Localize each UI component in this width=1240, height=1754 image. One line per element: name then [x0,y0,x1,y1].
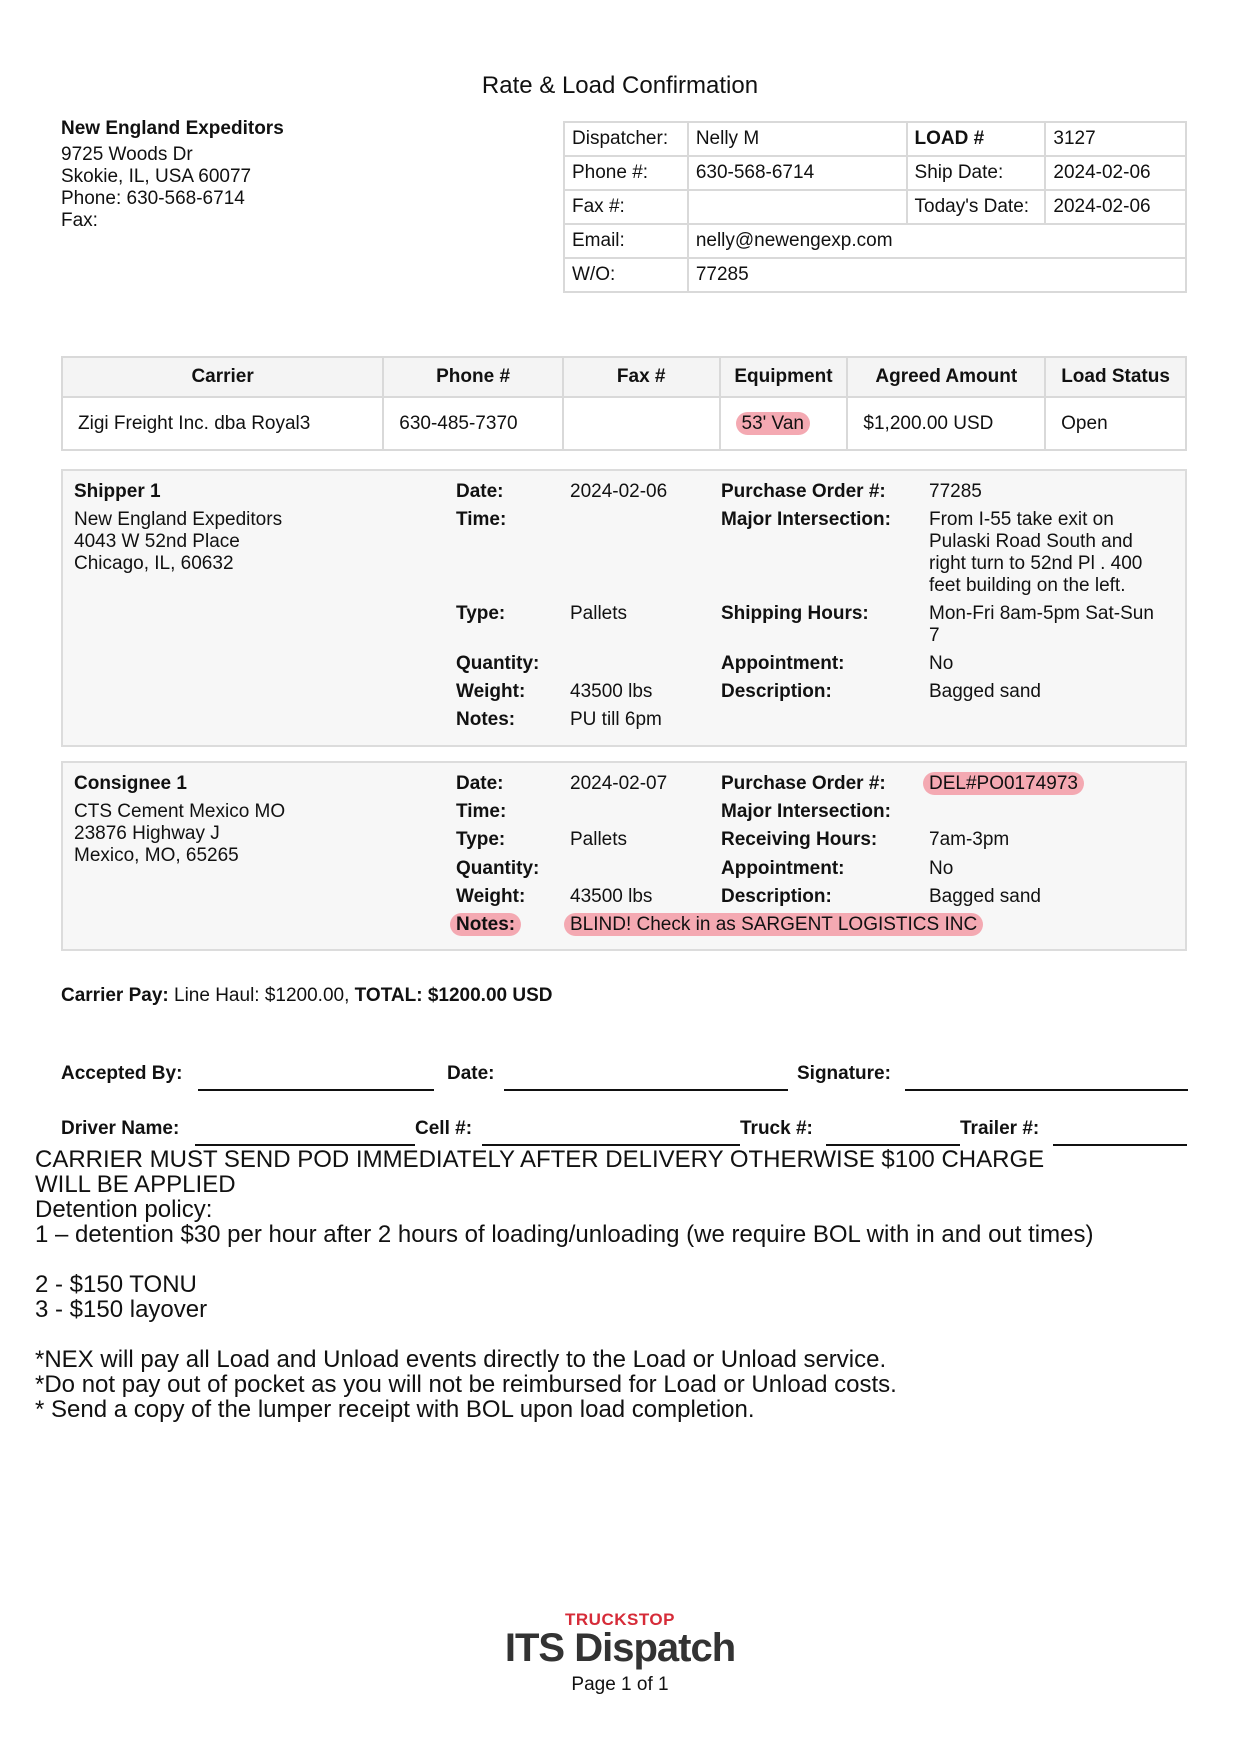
shipper-appointment: No [929,653,954,674]
policy-line: *NEX will pay all Load and Unload events directly to the Load or Unload service. [35,1346,887,1373]
carrier-pay-label: Carrier Pay: [61,985,169,1006]
carrier-pay-linehaul: Line Haul: $1200.00, [168,985,355,1006]
shipper-address-line2: Chicago, IL, 60632 [74,553,234,574]
header-load-status: Load Status [1045,357,1186,397]
fax-label: Fax #: [564,190,688,224]
intersection-line: right turn to 52nd Pl . 400 [929,553,1143,574]
shipper-po-label: Purchase Order #: [721,481,886,502]
carrier-name: Zigi Freight Inc. dba Royal3 [62,397,383,450]
header-agreed-amount: Agreed Amount [847,357,1045,397]
its-dispatch-logo: ITS Dispatch [504,1626,736,1670]
shipper-notes-label: Notes: [456,709,516,730]
shipper-time-label: Time: [456,509,507,530]
consignee-appointment-label: Appointment: [721,858,845,879]
shipper-po: 77285 [929,481,982,502]
po-highlight: DEL#PO0174973 [923,772,1084,795]
consignee-address-line1: 23876 Highway J [74,823,220,844]
consignee-type: Pallets [570,829,628,850]
table-row [62,397,1186,450]
shipper-quantity-label: Quantity: [456,653,540,674]
carrier-agreed-amount: $1,200.00 USD [847,397,1045,450]
shipper-description: Bagged sand [929,681,1041,702]
ship-date-label: Ship Date: [907,156,1046,190]
consignee-intersection-label: Major Intersection: [721,801,891,822]
header-phone: Phone # [383,357,563,397]
company-address-line1: 9725 Woods Dr [61,144,193,165]
policy-text [35,1147,1093,1422]
shipper-type: Pallets [570,603,628,624]
shipper-hours [929,603,1154,647]
dispatcher-label: Dispatcher: [564,122,688,156]
intersection-line: From I-55 take exit on [929,509,1114,530]
carrier-equipment [720,397,848,450]
header-equipment: Equipment [720,357,848,397]
page-number: Page 1 of 1 [571,1674,669,1695]
consignee-type-label: Type: [456,829,506,850]
email-value: nelly@newengexp.com [688,224,1186,258]
shipper-date-label: Date: [456,481,504,502]
fax-value [688,190,907,224]
shipper-type-label: Type: [456,603,506,624]
consignee-heading: Consignee 1 [74,773,187,794]
carrier-table [61,356,1187,451]
shipper-description-label: Description: [721,681,832,702]
intersection-line: feet building on the left. [929,575,1126,596]
truck-label: Truck #: [740,1118,813,1139]
policy-line [35,1322,1093,1347]
consignee-notes-label [450,914,521,936]
shipper-heading: Shipper 1 [74,481,161,502]
consignee-quantity-label: Quantity: [456,858,540,879]
company-name: New England Expeditors [61,118,284,139]
driver-name-label: Driver Name: [61,1118,180,1139]
dispatcher-value: Nelly M [688,122,907,156]
policy-line: CARRIER MUST SEND POD IMMEDIATELY AFTER DELIVERY OTHERWISE $100 CHARGE [35,1146,1045,1173]
company-fax: Fax: [61,210,98,231]
carrier-table-header [62,357,1186,397]
document-title: Rate & Load Confirmation [481,72,759,99]
hours-line: Mon-Fri 8am-5pm Sat-Sun [929,603,1154,624]
driver-name-line[interactable] [195,1122,415,1146]
consignee-description: Bagged sand [929,886,1041,907]
header-fax: Fax # [563,357,720,397]
consignee-date: 2024-02-07 [570,773,668,794]
consignee-notes [564,914,983,936]
cell-line[interactable] [482,1122,740,1146]
shipper-date: 2024-02-06 [570,481,668,502]
consignee-po-label: Purchase Order #: [721,773,886,794]
todays-date-value: 2024-02-06 [1045,190,1186,224]
shipper-section [61,469,1187,747]
shipper-intersection [929,509,1142,597]
consignee-name: CTS Cement Mexico MO [74,801,286,822]
intersection-line: Pulaski Road South and [929,531,1133,552]
date-label: Date: [447,1063,495,1084]
consignee-date-label: Date: [456,773,504,794]
consignee-appointment: No [929,858,954,879]
notes-label-highlight: Notes: [450,913,521,936]
work-order-value: 77285 [688,258,1186,292]
carrier-fax [563,397,720,450]
company-phone: Phone: 630-568-6714 [61,188,245,209]
todays-date-label: Today's Date: [907,190,1046,224]
consignee-hours-label: Receiving Hours: [721,829,878,850]
shipper-notes: PU till 6pm [570,709,662,730]
policy-line: * Send a copy of the lumper receipt with BOL upon load completion. [35,1396,755,1423]
shipper-hours-label: Shipping Hours: [721,603,869,624]
email-label: Email: [564,224,688,258]
consignee-po [923,773,1084,795]
notes-highlight: BLIND! Check in as SARGENT LOGISTICS INC [564,913,983,936]
policy-line: 3 - $150 layover [35,1296,208,1323]
consignee-address-line2: Mexico, MO, 65265 [74,845,239,866]
consignee-weight-label: Weight: [456,886,526,907]
consignee-weight: 43500 lbs [570,886,653,907]
carrier-pay-total: TOTAL: $1200.00 USD [354,985,553,1006]
trailer-label: Trailer #: [960,1118,1040,1139]
ship-date-value: 2024-02-06 [1045,156,1186,190]
truckstop-logo: TRUCKSTOP [565,1610,675,1629]
consignee-hours: 7am-3pm [929,829,1010,850]
phone-value: 630-568-6714 [688,156,907,190]
phone-label: Phone #: [564,156,688,190]
consignee-time-label: Time: [456,801,507,822]
policy-line [35,1247,1093,1272]
hours-line: 7 [929,625,940,646]
carrier-pay-line [61,985,552,1007]
carrier-phone: 630-485-7370 [383,397,563,450]
shipper-weight: 43500 lbs [570,681,653,702]
cell-label: Cell #: [415,1118,473,1139]
shipper-weight-label: Weight: [456,681,526,702]
company-address-line2: Skokie, IL, USA 60077 [61,166,252,187]
shipper-name: New England Expeditors [74,509,283,530]
accepted-by-label: Accepted By: [61,1063,183,1084]
header-carrier: Carrier [62,357,383,397]
date-line[interactable] [504,1067,788,1091]
shipper-appointment-label: Appointment: [721,653,845,674]
policy-line: 1 – detention $30 per hour after 2 hours of loading/unloading (we require BOL with in and out times) [35,1221,1094,1248]
policy-line: *Do not pay out of pocket as you will not be reimbursed for Load or Unload costs. [35,1371,897,1398]
shipper-address-line1: 4043 W 52nd Place [74,531,240,552]
signature-label: Signature: [797,1063,891,1084]
policy-line: Detention policy: [35,1196,213,1223]
dispatch-info-table [563,121,1187,293]
truck-line[interactable] [826,1122,960,1146]
signature-line[interactable] [905,1067,1188,1091]
consignee-section [61,761,1187,951]
load-number-value: 3127 [1045,122,1186,156]
equipment-highlight: 53' Van [736,412,810,435]
policy-line: 2 - $150 TONU [35,1271,197,1298]
shipper-intersection-label: Major Intersection: [721,509,891,530]
policy-line: WILL BE APPLIED [35,1171,236,1198]
accepted-by-line[interactable] [198,1067,434,1091]
consignee-description-label: Description: [721,886,832,907]
carrier-load-status: Open [1045,397,1186,450]
load-number-label: LOAD # [907,122,1046,156]
company-block [61,118,284,232]
work-order-label: W/O: [564,258,688,292]
trailer-line[interactable] [1053,1122,1187,1146]
